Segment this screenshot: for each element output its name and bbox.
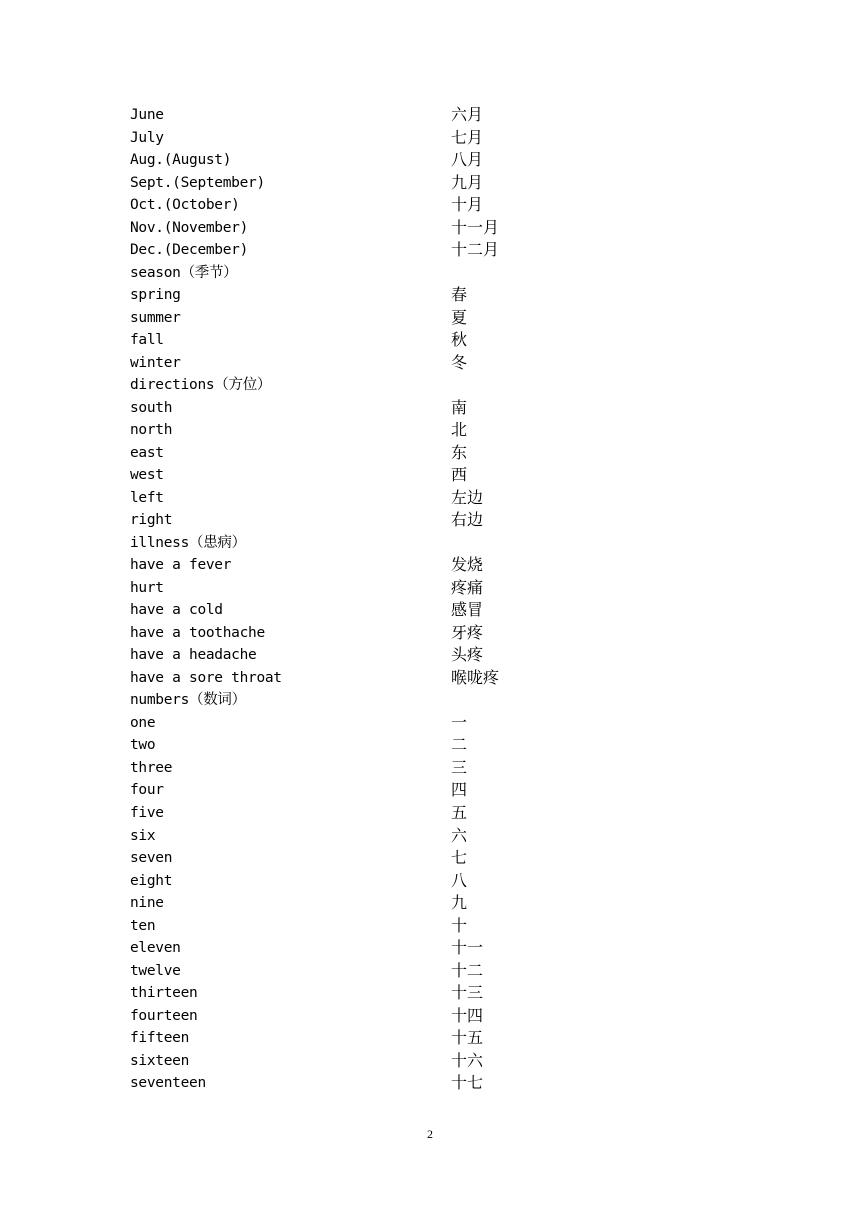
vocabulary-row — [130, 487, 630, 510]
english-term: Dec.(December) — [130, 242, 249, 259]
english-term: have a headache — [130, 647, 257, 664]
english-term: fifteen — [130, 1030, 190, 1047]
chinese-translation: 十三 — [451, 983, 484, 1003]
page-number: 2 — [427, 1127, 433, 1141]
english-term: fall — [130, 332, 164, 349]
vocabulary-row — [130, 104, 630, 127]
chinese-translation: 十五 — [451, 1028, 484, 1048]
chinese-translation: 春 — [451, 285, 468, 305]
vocabulary-row — [130, 352, 630, 375]
chinese-translation: 夏 — [451, 307, 468, 327]
english-term: July — [130, 129, 164, 146]
vocabulary-row — [130, 554, 630, 577]
chinese-translation: 十七 — [451, 1073, 484, 1093]
chinese-translation: 二 — [451, 735, 468, 755]
english-term: seventeen — [130, 1075, 206, 1092]
english-term: Nov.(November) — [130, 219, 249, 236]
english-term: twelve — [130, 962, 181, 979]
vocabulary-row — [130, 892, 630, 915]
vocabulary-row — [130, 329, 630, 352]
vocabulary-row — [130, 734, 630, 757]
chinese-translation: 十四 — [451, 1005, 484, 1025]
english-term: seven — [130, 850, 173, 867]
vocabulary-row — [130, 982, 630, 1005]
english-term: four — [130, 782, 164, 799]
vocabulary-row — [130, 757, 630, 780]
vocabulary-row — [130, 509, 630, 532]
vocabulary-row — [130, 1050, 630, 1073]
english-term: have a toothache — [130, 624, 265, 641]
chinese-translation: 九月 — [451, 172, 484, 192]
english-term: ten — [130, 917, 156, 934]
chinese-translation: 西 — [451, 465, 468, 485]
vocabulary-row — [130, 1005, 630, 1028]
chinese-translation: 八月 — [451, 150, 484, 170]
vocabulary-row — [130, 149, 630, 172]
chinese-translation: 五 — [451, 802, 468, 822]
english-term: June — [130, 107, 164, 123]
english-term: fourteen — [130, 1007, 198, 1024]
english-term: five — [130, 804, 164, 821]
english-term: eleven — [130, 940, 181, 957]
chinese-translation: 六 — [451, 825, 468, 845]
vocabulary-row — [130, 779, 630, 802]
vocabulary-row — [130, 464, 630, 487]
english-term: two — [130, 737, 156, 754]
english-term: right — [130, 512, 173, 529]
vocabulary-row — [130, 442, 630, 465]
chinese-translation: 一 — [451, 712, 468, 732]
chinese-translation: 左边 — [451, 487, 484, 507]
chinese-translation: 感冒 — [451, 600, 484, 620]
chinese-translation: 七 — [451, 848, 468, 868]
chinese-translation: 北 — [451, 420, 468, 440]
vocabulary-row — [130, 599, 630, 622]
english-term: Sept.(September) — [130, 174, 265, 191]
vocabulary-row — [130, 1027, 630, 1050]
chinese-translation: 十 — [451, 915, 468, 935]
chinese-translation: 十二 — [451, 960, 484, 980]
vocabulary-row — [130, 622, 630, 645]
english-term: have a sore throat — [130, 669, 282, 686]
vocabulary-row — [130, 667, 630, 690]
vocabulary-row — [130, 825, 630, 848]
chinese-translation: 发烧 — [451, 555, 484, 575]
section-heading-row — [130, 262, 630, 285]
chinese-translation: 疼痛 — [451, 577, 484, 597]
english-term: south — [130, 399, 173, 416]
english-term: have a cold — [130, 602, 223, 619]
vocabulary-row — [130, 802, 630, 825]
vocabulary-row — [130, 419, 630, 442]
chinese-translation: 冬 — [451, 352, 468, 372]
vocabulary-row — [130, 937, 630, 960]
vocabulary-row — [130, 870, 630, 893]
english-term: six — [130, 827, 156, 844]
vocabulary-row — [130, 127, 630, 150]
vocabulary-row — [130, 577, 630, 600]
section-heading: illness（患病） — [130, 534, 246, 551]
vocabulary-row — [130, 397, 630, 420]
vocabulary-row — [130, 915, 630, 938]
chinese-translation: 十六 — [451, 1050, 484, 1070]
english-term: spring — [130, 287, 181, 304]
section-heading: numbers（数词） — [130, 692, 246, 709]
chinese-translation: 六月 — [451, 105, 484, 124]
section-heading: season（季节） — [130, 264, 238, 281]
section-heading: directions（方位） — [130, 377, 272, 394]
chinese-translation: 九 — [451, 893, 468, 913]
english-term: east — [130, 444, 164, 461]
vocabulary-row — [130, 644, 630, 667]
english-term: Aug.(August) — [130, 152, 232, 169]
chinese-translation: 十月 — [451, 195, 484, 215]
english-term: thirteen — [130, 985, 198, 1002]
vocabulary-list — [130, 104, 630, 1095]
chinese-translation: 牙疼 — [451, 622, 484, 642]
english-term: west — [130, 467, 164, 484]
vocabulary-row — [130, 284, 630, 307]
chinese-translation: 十一 — [451, 938, 484, 958]
english-term: three — [130, 759, 173, 776]
chinese-translation: 右边 — [451, 510, 484, 530]
english-term: nine — [130, 895, 164, 912]
section-heading-row — [130, 374, 630, 397]
english-term: Oct.(October) — [130, 197, 240, 214]
english-term: sixteen — [130, 1052, 190, 1069]
vocabulary-row — [130, 239, 630, 262]
section-heading-row — [130, 689, 630, 712]
chinese-translation: 十一月 — [451, 217, 500, 237]
vocabulary-row — [130, 194, 630, 217]
chinese-translation: 七月 — [451, 127, 484, 147]
chinese-translation: 喉咙疼 — [451, 667, 500, 687]
vocabulary-row — [130, 712, 630, 735]
vocabulary-row — [130, 1072, 630, 1095]
chinese-translation: 东 — [451, 442, 468, 462]
vocabulary-row — [130, 217, 630, 240]
english-term: hurt — [130, 579, 164, 596]
english-term: have a fever — [130, 557, 232, 574]
chinese-translation: 头疼 — [451, 645, 484, 665]
vocabulary-row — [130, 307, 630, 330]
vocabulary-row — [130, 847, 630, 870]
english-term: one — [130, 714, 156, 731]
chinese-translation: 四 — [451, 780, 468, 800]
english-term: eight — [130, 872, 173, 889]
chinese-translation: 秋 — [451, 330, 468, 350]
english-term: summer — [130, 309, 181, 326]
chinese-translation: 三 — [451, 757, 468, 777]
english-term: north — [130, 422, 173, 439]
vocabulary-row — [130, 172, 630, 195]
english-term: left — [130, 489, 164, 506]
chinese-translation: 十二月 — [451, 240, 500, 260]
vocabulary-row — [130, 960, 630, 983]
chinese-translation: 八 — [451, 870, 468, 890]
english-term: winter — [130, 354, 181, 371]
section-heading-row — [130, 532, 630, 555]
chinese-translation: 南 — [451, 397, 468, 417]
